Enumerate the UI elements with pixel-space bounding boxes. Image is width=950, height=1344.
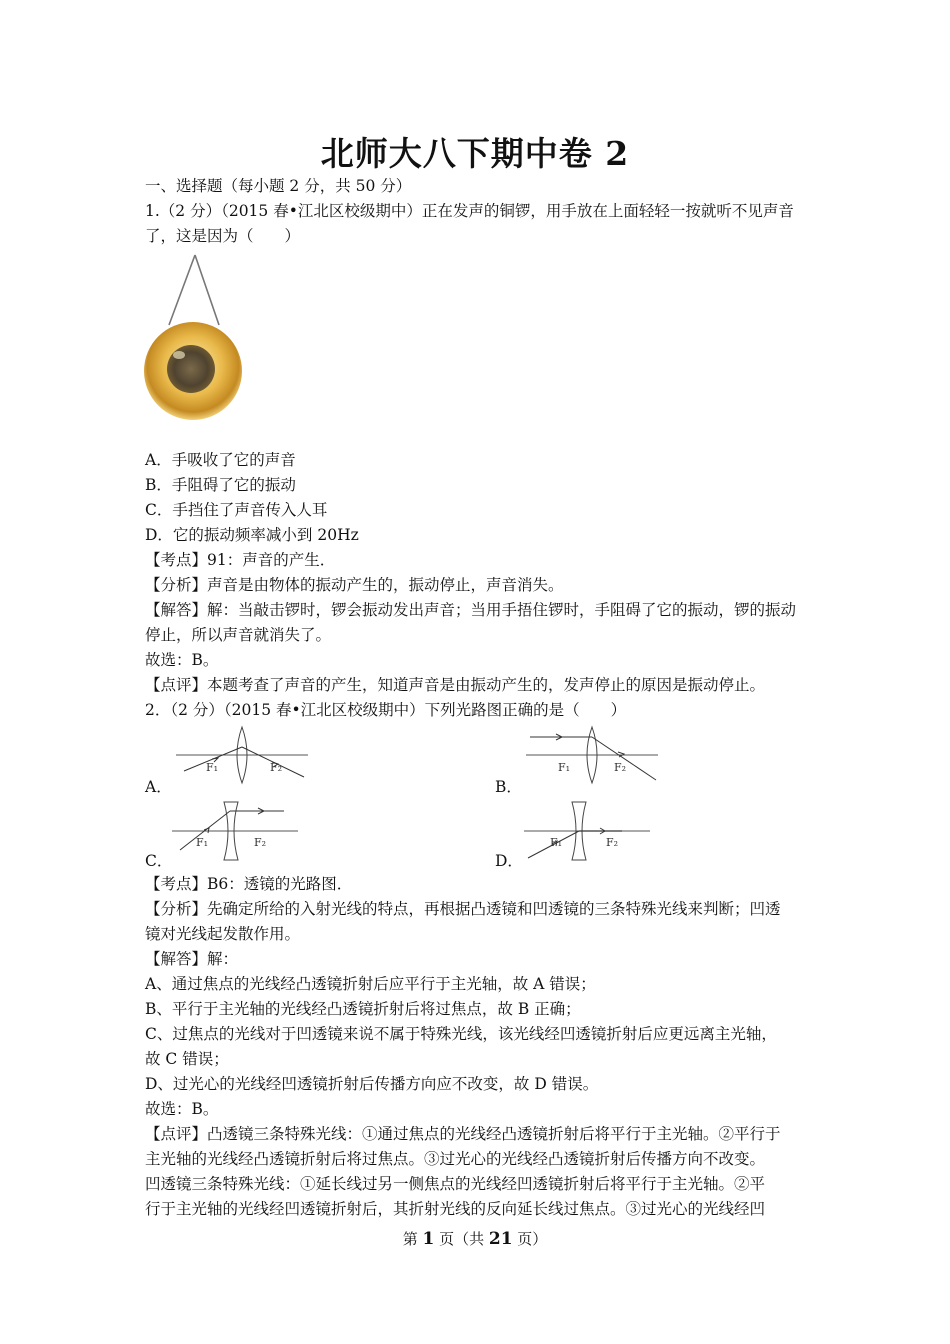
q2-jieda-c-line1: C、过焦点的光线对于凹透镜来说不属于特殊光线，该光线经凹透镜折射后应更远离主光轴，	[145, 1025, 777, 1043]
footer-suffix: 页）	[512, 1230, 548, 1248]
q2-dianping-line2: 主光轴的光线经凸透镜折射后将过焦点。③过光心的光线经凸透镜折射后传播方向不改变。	[145, 1150, 766, 1168]
q1-option-b: B．手阻碍了它的振动	[145, 476, 296, 494]
q1-kaodian: 【考点】91：声音的产生．	[145, 551, 336, 569]
q2-option-b-label: B．	[495, 778, 522, 796]
diagram-d	[522, 800, 652, 862]
q1-option-a: A．手吸收了它的声音	[145, 451, 296, 469]
q2-dianping-line4: 行于主光轴的光线经凹透镜折射后，其折射光线的反向延长线过焦点。③过光心的光线经凹	[145, 1200, 766, 1218]
page-footer	[0, 1228, 950, 1249]
q2-answer: 故选：B。	[145, 1100, 219, 1118]
footer-page-number: 1	[422, 1229, 435, 1249]
label-f2: F₂	[254, 836, 267, 849]
q2-option-c-label: C．	[145, 852, 173, 870]
q2-option-d-label: D．	[495, 852, 523, 870]
q1-jieda-line2: 停止，所以声音就消失了。	[145, 626, 332, 644]
q2-stem: 2．（2 分）（2015 春•江北区校级期中）下列光路图正确的是（ ）	[145, 701, 627, 719]
label-f1: F₁	[196, 836, 209, 849]
label-f1: F₁	[558, 761, 571, 774]
q2-jieda-head: 【解答】解：	[145, 950, 239, 968]
label-f2: F₂	[270, 761, 283, 774]
q2-jieda-c-line2: 故 C 错误；	[145, 1050, 229, 1068]
q2-jieda-d: D、过光心的光线经凹透镜折射后传播方向应不改变，故 D 错误。	[145, 1075, 599, 1093]
label-f2: F₂	[606, 836, 619, 849]
footer-prefix: 第	[402, 1230, 423, 1248]
q2-fenxi-line1: 【分析】先确定所给的入射光线的特点，再根据凸透镜和凹透镜的三条特殊光线来判断；凹透	[145, 900, 781, 918]
q1-stem-line2: 了，这是因为（ ）	[145, 227, 301, 245]
q2-fenxi-line2: 镜对光线起发散作用。	[145, 925, 301, 943]
q2-jieda-a: A、通过焦点的光线经凸透镜折射后应平行于主光轴，故 A 错误；	[145, 975, 596, 993]
q2-kaodian: 【考点】B6：透镜的光路图．	[145, 875, 353, 893]
document-title: 北师大八下期中卷 2	[320, 134, 630, 173]
q1-jieda-line1: 【解答】解：当敲击锣时，锣会振动发出声音；当用手捂住锣时，手阻碍了它的振动，锣的振动	[145, 601, 797, 619]
q2-dianping-line3: 凹透镜三条特殊光线：①延长线过另一侧焦点的光线经凹透镜折射后将平行于主光轴。②平	[145, 1175, 766, 1193]
q1-answer: 故选：B。	[145, 651, 219, 669]
q1-fenxi: 【分析】声音是由物体的振动产生的，振动停止，声音消失。	[145, 576, 564, 594]
label-f2: F₂	[614, 761, 627, 774]
q2-jieda-b: B、平行于主光轴的光线经凸透镜折射后将过焦点，故 B 正确；	[145, 1000, 581, 1018]
label-f1: F₁	[550, 836, 563, 849]
section-heading: 一、选择题（每小题 2 分，共 50 分）	[145, 177, 412, 195]
diagram-a	[172, 725, 312, 785]
diagram-b	[522, 725, 662, 785]
gong-image	[143, 253, 243, 428]
diagram-c	[170, 800, 300, 862]
q1-dianping: 【点评】本题考查了声音的产生，知道声音是由振动产生的，发声停止的原因是振动停止。	[145, 676, 766, 694]
q1-option-c: C．手挡住了声音传入人耳	[145, 501, 328, 519]
q1-option-d: D．它的振动频率减小到 20Hz	[145, 526, 359, 544]
footer-middle: 页（共	[434, 1230, 489, 1248]
q1-stem-line1: 1.（2 分）（2015 春•江北区校级期中）正在发声的铜锣，用手放在上面轻轻一按就听不见声音	[145, 202, 794, 220]
q2-dianping-line1: 【点评】凸透镜三条特殊光线：①通过焦点的光线经凸透镜折射后将平行于主光轴。②平行于	[145, 1125, 781, 1143]
label-f1: F₁	[206, 761, 219, 774]
footer-total-pages: 21	[488, 1229, 513, 1249]
q2-option-a-label: A．	[145, 778, 172, 796]
